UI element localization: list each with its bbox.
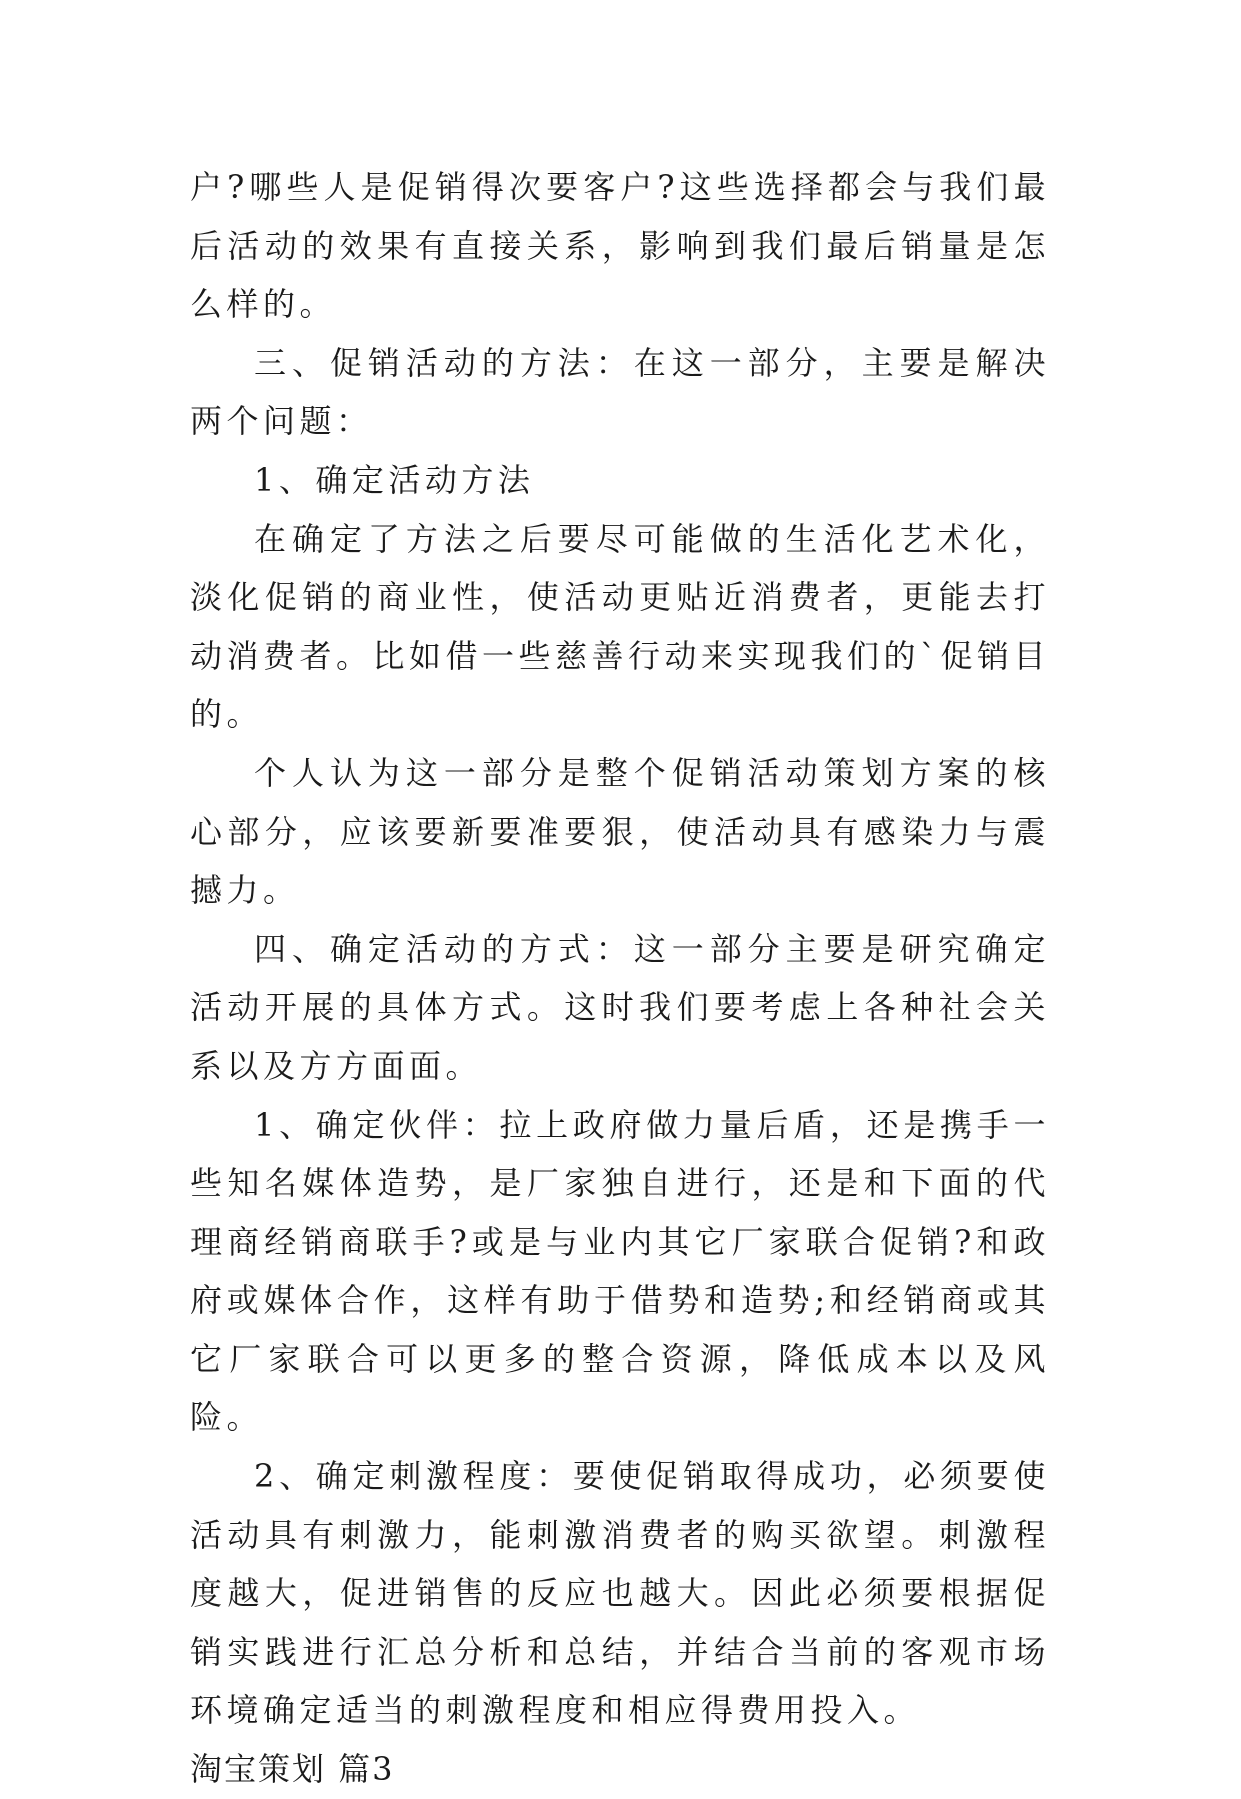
paragraph-stimulus: 2、确定刺激程度：要使促销取得成功，必须要使活动具有刺激力，能刺激消费者的购买欲望。刺激程度越大，促进销售的反应也越大。因此必须要根据促销实践进行汇总分析和总结，并结合当前的客观市场环境确定适当的刺激程度和相应得费用投入。 xyxy=(190,1457,1050,1730)
paragraph-method-heading: 1、确定活动方法 xyxy=(254,460,535,499)
paragraph-section-three: 三、促销活动的方法：在这一部分，主要是解决两个问题： xyxy=(190,343,1050,441)
paragraph-core-opinion: 个人认为这一部分是整个促销活动策划方案的核心部分，应该要新要准要狠，使活动具有感染力与震撼力。 xyxy=(190,753,1050,910)
paragraph-section-four: 四、确定活动的方式：这一部分主要是研究确定活动开展的具体方式。这时我们要考虑上各种社会关系以及方方面面。 xyxy=(190,929,1050,1085)
paragraph-continuation: 户?哪些人是促销得次要客户?这些选择都会与我们最后活动的效果有直接关系，影响到我们最后销量是怎么样的。 xyxy=(190,168,1050,324)
body-text xyxy=(190,158,1050,1799)
paragraph-partners: 1、确定伙伴：拉上政府做力量后盾，还是携手一些知名媒体造势，是厂家独自进行，还是和下面的代理商经销商联手?或是与业内其它厂家联合促销?和政府或媒体合作，这样有助于借势和造势;和经销商或其它厂家联合可以更多的整合资源，降低成本以及风险。 xyxy=(190,1105,1050,1437)
paragraph-method-detail: 在确定了方法之后要尽可能做的生活化艺术化，淡化促销的商业性，使活动更贴近消费者，更能去打动消费者。比如借一些慈善行动来实现我们的`促销目的。 xyxy=(190,519,1051,734)
section-heading: 淘宝策划 篇3 xyxy=(190,1750,395,1789)
